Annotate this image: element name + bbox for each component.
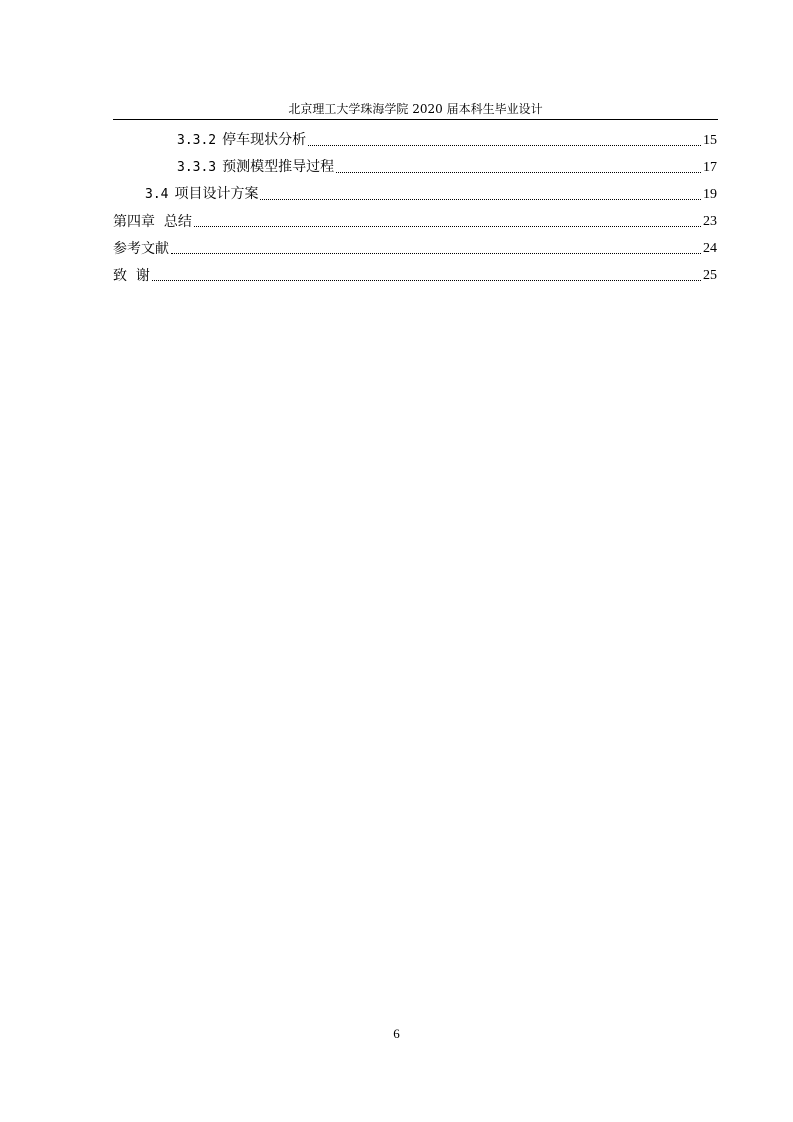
toc-entry-number: 3.3.2 xyxy=(177,133,217,148)
toc-entry-3-3-3[interactable] xyxy=(113,151,717,178)
toc-entry-label xyxy=(113,239,169,259)
header-title: 北京理工大学珠海学院 2020 届本科生毕业设计 xyxy=(288,102,543,116)
toc-entry-page: 15 xyxy=(703,133,717,148)
toc-entry-page: 23 xyxy=(703,214,717,229)
dot-leader xyxy=(260,198,701,200)
toc-entry-title: 项目设计方案 xyxy=(174,186,259,202)
toc-entry-label xyxy=(113,266,150,286)
toc-entry-label xyxy=(177,130,306,151)
toc-entry-chapter-4[interactable] xyxy=(113,205,717,232)
toc-entry-3-4[interactable] xyxy=(113,178,717,205)
toc-entry-title: 第四章 总结 xyxy=(113,214,192,230)
toc-entry-references[interactable] xyxy=(113,232,717,259)
dot-leader xyxy=(336,171,701,173)
dot-leader xyxy=(171,252,701,254)
page-header xyxy=(113,101,718,120)
toc-entry-acknowledgements[interactable] xyxy=(113,259,717,286)
toc-entry-page: 17 xyxy=(703,160,717,175)
toc-entry-title: 停车现状分析 xyxy=(222,132,307,148)
table-of-contents xyxy=(113,124,717,286)
toc-entry-label xyxy=(113,212,192,232)
toc-entry-title: 致 谢 xyxy=(113,268,150,284)
dot-leader xyxy=(308,144,701,146)
toc-entry-label xyxy=(145,184,258,205)
toc-entry-page: 25 xyxy=(703,268,717,283)
toc-entry-number: 3.4 xyxy=(145,187,169,202)
toc-entry-3-3-2[interactable] xyxy=(113,124,717,151)
toc-entry-label xyxy=(177,157,334,178)
dot-leader xyxy=(152,279,701,281)
toc-entry-number: 3.3.3 xyxy=(177,160,217,175)
toc-entry-title: 预测模型推导过程 xyxy=(222,159,335,175)
page-number: 6 xyxy=(393,1026,400,1041)
toc-entry-title: 参考文献 xyxy=(113,241,169,257)
dot-leader xyxy=(194,225,701,227)
toc-entry-page: 24 xyxy=(703,241,717,256)
toc-entry-page: 19 xyxy=(703,187,717,202)
page-footer xyxy=(0,1026,793,1042)
